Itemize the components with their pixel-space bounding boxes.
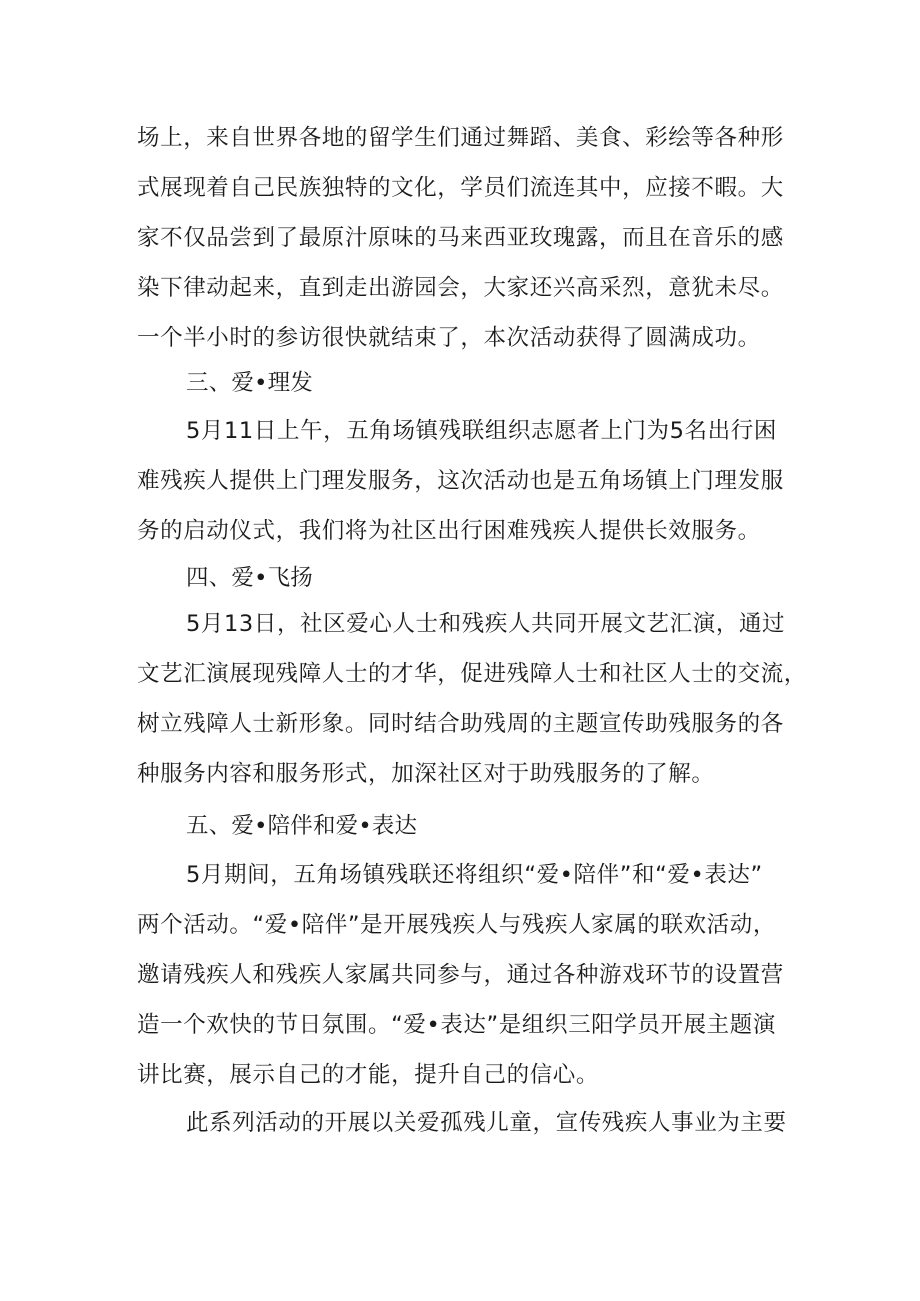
section-heading: 五、爱•陪伴和爱•表达 xyxy=(186,813,418,839)
paragraph-line: 树立残障人士新形象。同时结合助残周的主题宣传助残服务的各 xyxy=(137,711,784,737)
section-heading: 三、爱•理发 xyxy=(186,370,313,396)
paragraph-line: 讲比赛，展示自己的才能，提升自己的信心。 xyxy=(137,1062,600,1088)
paragraph-line: 5月11日上午，五角场镇残联组织志愿者上门为5名出行困 xyxy=(186,418,777,444)
paragraph-line: 染下律动起来，直到走出游园会，大家还兴高采烈，意犹未尽。 xyxy=(137,275,784,301)
paragraph-line: 一个半小时的参访很快就结束了，本次活动获得了圆满成功。 xyxy=(137,325,761,351)
paragraph-line: 家不仅品尝到了最原汁原味的马来西亚玫瑰露，而且在音乐的感 xyxy=(137,225,784,251)
paragraph-line: 5月期间，五角场镇残联还将组织“爱•陪伴”和“爱•表达” xyxy=(186,862,763,888)
paragraph-line: 此系列活动的开展以关爱孤残儿童，宣传残疾人事业为主要 xyxy=(186,1110,787,1136)
section-heading: 四、爱•飞扬 xyxy=(186,565,313,591)
paragraph-line: 种服务内容和服务形式，加深社区对于助残服务的了解。 xyxy=(137,761,715,787)
paragraph-line: 两个活动。“爱•陪伴”是开展残疾人与残疾人家属的联欢活动， xyxy=(137,912,776,938)
paragraph-line: 难残疾人提供上门理发服务，这次活动也是五角场镇上门理发服 xyxy=(137,468,784,494)
paragraph-line: 5月13日，社区爱心人士和残疾人共同开展文艺汇演，通过 xyxy=(186,611,786,637)
paragraph-line: 场上，来自世界各地的留学生们通过舞蹈、美食、彩绘等各种形 xyxy=(137,125,784,151)
paragraph-line: 务的启动仪式，我们将为社区出行困难残疾人提供长效服务。 xyxy=(137,518,761,544)
paragraph-line: 式展现着自己民族独特的文化，学员们流连其中，应接不暇。大 xyxy=(137,175,784,201)
paragraph-line: 造一个欢快的节日氛围。“爱•表达”是组织三阳学员开展主题演 xyxy=(137,1012,776,1038)
paragraph-line: 文艺汇演展现残障人士的才华，促进残障人士和社区人士的交流， xyxy=(137,661,807,687)
paragraph-line: 邀请残疾人和残疾人家属共同参与，通过各种游戏环节的设置营 xyxy=(137,962,784,988)
